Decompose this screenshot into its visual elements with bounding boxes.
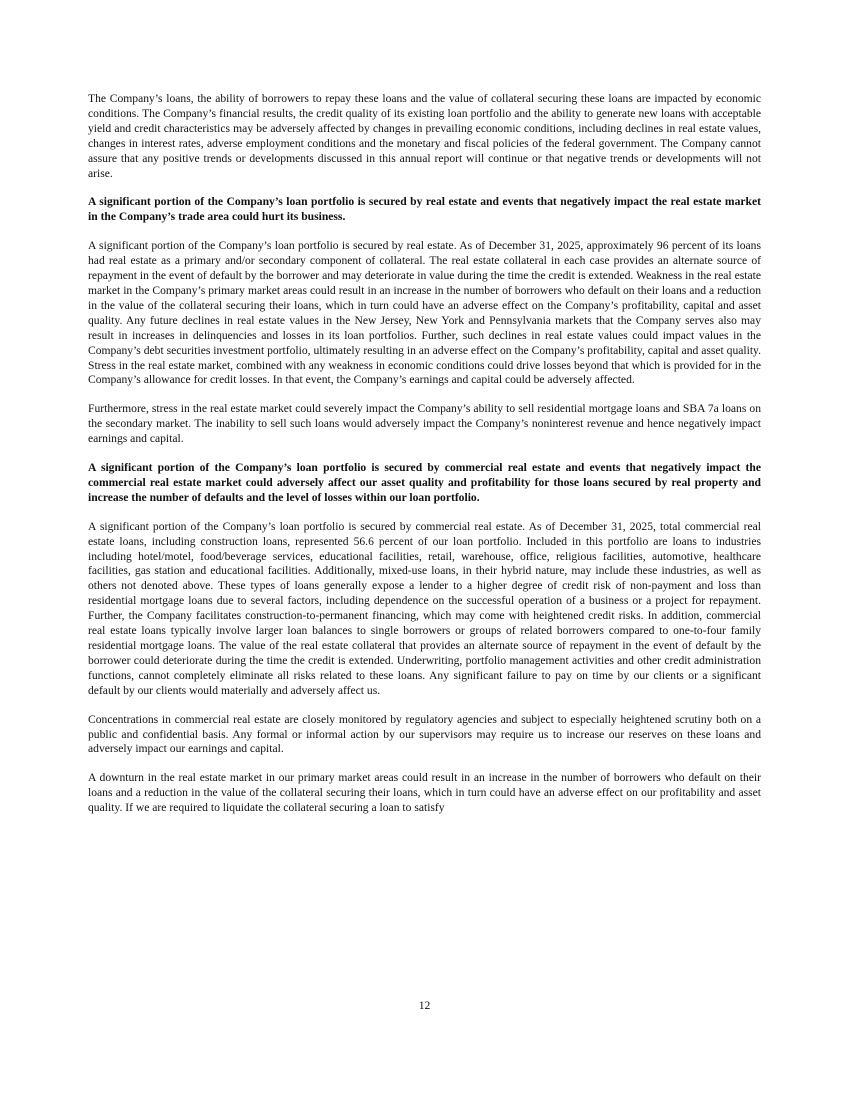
document-body bbox=[88, 92, 761, 830]
paragraph-regulatory-concentration: Concentrations in commercial real estate are closely monitored by regulatory agencies and subject to especially heightened scrutiny both on a public and confidential basis. Any formal or informal action by our supervisors may require us to increase our reserves on these loans and adversely impact our earnings and capital. bbox=[88, 712, 761, 756]
paragraph-market-downturn: A downturn in the real estate market in our primary market areas could result in an increase in the number of borrowers who default on their loans and a reduction in the value of the collateral securing their loans, which in turn could have an adverse effect on our profitability and asset quality. If we are required to liquidate the collateral securing a loan to satisfy bbox=[88, 771, 761, 815]
heading-real-estate-risk: A significant portion of the Company’s loan portfolio is secured by real estate and events that negatively impact the real estate market in the Company’s trade area could hurt its business. bbox=[88, 195, 761, 224]
page-number: 12 bbox=[418, 999, 431, 1012]
paragraph-secondary-market: Furthermore, stress in the real estate market could severely impact the Company’s ability to sell residential mortgage loans and SBA 7a loans on the secondary market. The inability to sell such loans would adversely impact the Company’s noninterest revenue and hence negatively impact earnings and capital. bbox=[88, 402, 761, 446]
paragraph-commercial-real-estate-portfolio: A significant portion of the Company’s loan portfolio is secured by commercial real estate. As of December 31, 2025, total commercial real estate loans, including construction loans, represented 56.6 percent of our loan portfolio. Included in this portfolio are loans to industries including hotel/motel, food/beverage services, educational facilities, retail, warehouse, office, religious facilities, automotive, healthcare facilities, gas station and educational facilities. Additionally, mixed-use loans, in their hybrid nature, may include these industries, as well as others not denoted above. These types of loans generally expose a lender to a higher degree of credit risk of non-payment and loss than residential mortgage loans due to several factors, including dependence on the successful operation of a business or a project for repayment. Further, the Company facilitates construction-to-permanent financing, which may come with heightened credit risks. In addition, commercial real estate loans typically involve larger loan balances to single borrowers or groups of related borrowers compared to one-to-four family residential mortgage loans. The value of the real estate collateral that provides an alternate source of repayment in the event of default by the borrower could deteriorate during the time the credit is extended. Underwriting, portfolio management activities and other credit administration functions, cannot completely eliminate all risks related to these loans. Any significant failure to pay on time by our clients or a significant default by our clients would materially and adversely affect us. bbox=[88, 519, 761, 697]
paragraph-real-estate-portfolio: A significant portion of the Company’s loan portfolio is secured by real estate. As of December 31, 2025, approximately 96 percent of its loans had real estate as a primary and/or secondary component of collateral. The real estate collateral in each case provides an alternate source of repayment in the event of default by the borrower and may deteriorate in value during the time the credit is extended. Weakness in the real estate market in the Company’s primary market areas could result in an increase in the number of borrowers who default on their loans and a reduction in the value of the collateral securing their loans, which in turn could have an adverse effect on the Company’s profitability, capital and asset quality. Any future declines in real estate values in the New Jersey, New York and Pennsylvania markets that the Company serves also may result in increases in delinquencies and losses in its loan portfolios. Further, such declines in real estate values could impact values in the Company’s debt securities investment portfolio, ultimately resulting in an adverse effect on the Company’s profitability, capital and asset quality. Stress in the real estate market, combined with any weakness in economic conditions could drive losses beyond that which is provided for in the Company’s allowance for credit losses. In that event, the Company’s earnings and capital could be adversely affected. bbox=[88, 239, 761, 387]
heading-commercial-real-estate-risk: A significant portion of the Company’s loan portfolio is secured by commercial real estate and events that negatively impact the commercial real estate market could adversely affect our asset quality and profitability for those loans secured by real property and increase the number of defaults and the level of losses within our loan portfolio. bbox=[88, 461, 761, 504]
paragraph-economic-conditions: The Company’s loans, the ability of borrowers to repay these loans and the value of collateral securing these loans are impacted by economic conditions. The Company’s financial results, the credit quality of its existing loan portfolio and the ability to generate new loans with acceptable yield and credit characteristics may be adversely affected by changes in prevailing economic conditions, including declines in real estate values, changes in interest rates, adverse employment conditions and the monetary and fiscal policies of the federal government. The Company cannot assure that any positive trends or developments discussed in this annual report will continue or that negative trends or developments will not arise. bbox=[88, 92, 761, 180]
